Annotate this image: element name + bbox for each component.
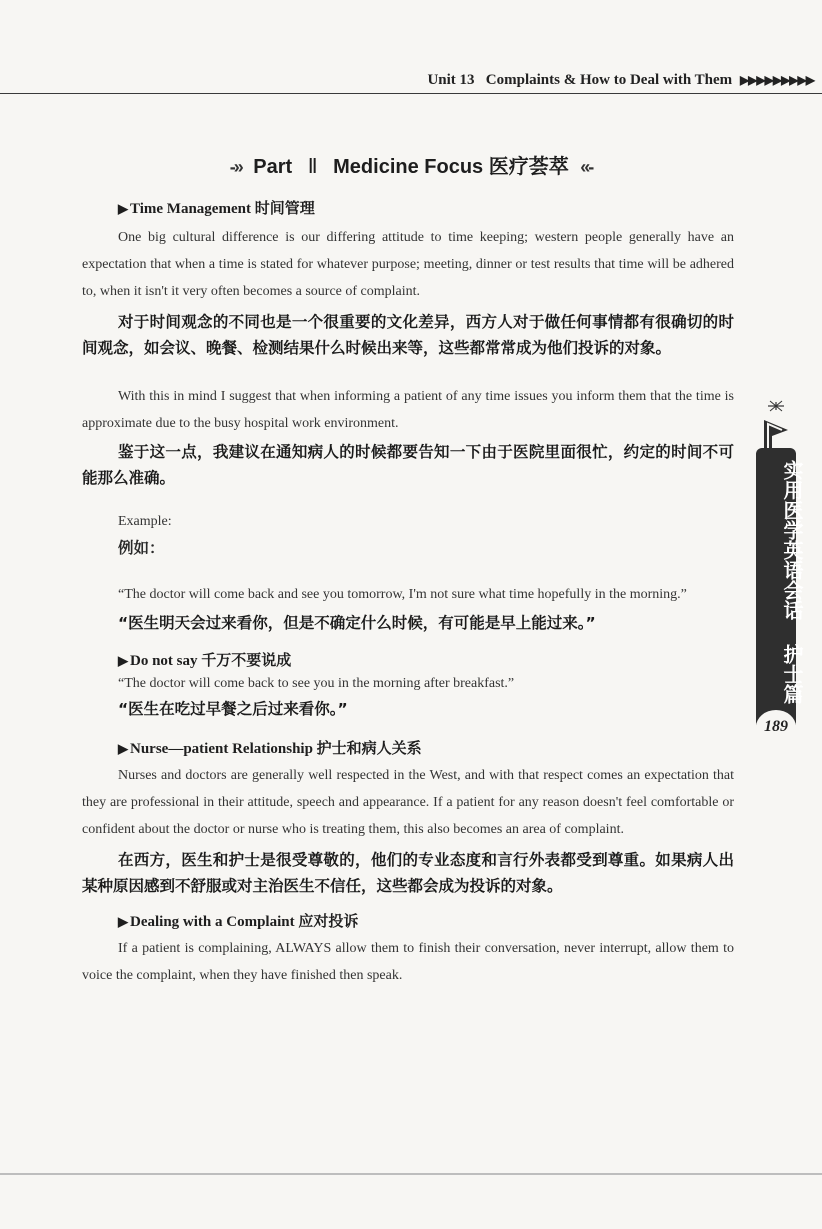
part-numeral: Ⅱ [307,156,318,178]
page-content [82,198,734,989]
triangle-bullet-icon: ▶ [118,741,128,756]
section-heading-time: ▶ Time Management 时间管理 [118,201,315,217]
side-tab-body [756,448,804,736]
running-header [0,70,822,94]
quote-en: “The doctor will come back and see you tomorrow, I'm not sure what time hopefully in the morning.” [118,587,687,602]
quote-cn: “医生在吃过早餐之后过来看你。” [118,700,348,718]
section-heading-relationship: ▶ Nurse—patient Relationship 护士和病人关系 [118,741,422,757]
paragraph-en: Nurses and doctors are generally well respected in the West, and with that respect comes an expectation that they are professional in their attitude, speech and appearance. If a patient for any reason doesn't feel comfortable or confident about the doctor or nurse who is treating them, this also becomes an area of complaint. [82,768,734,837]
quote-cn: “医生明天会过来看你，但是不确定什么时候，有可能是早上能过来。” [118,614,596,632]
paragraph-cn: 对于时间观念的不同也是一个很重要的文化差异，西方人对于做任何事情都有很确切的时间观念，如会议、晚餐、检测结果什么时候出来等，这些都常常成为他们投诉的对象。 [82,313,734,357]
paragraph-cn: 在西方，医生和护士是很受尊敬的，他们的专业态度和言行外表都受到尊重。如果病人出某种原因感到不舒服或对主治医生不信任，这些都会成为投诉的对象。 [82,851,734,895]
section-heading-donot: ▶ Do not say 千万不要说成 [118,653,292,669]
flag-icon [758,400,794,452]
part-label: Part [253,156,293,178]
section-heading-complaint: ▶ Dealing with a Complaint 应对投诉 [118,914,359,930]
left-ornament-icon: -›› [229,157,242,177]
part-title [0,150,822,179]
example-label-cn: 例如： [118,539,165,557]
triangle-bullet-icon: ▶ [118,653,128,668]
header-text [427,72,814,89]
triangle-bullet-icon: ▶ [118,201,128,216]
example-label-en: Example: [118,514,172,529]
footer-rule [0,1173,822,1175]
paragraph-en: If a patient is complaining, ALWAYS allow them to finish their conversation, never interrupt, allow them to voice the complaint, when they have finished then speak. [82,941,734,983]
header-title: Complaints & How to Deal with Them [485,72,733,88]
paragraph-cn: 鉴于这一点，我建议在通知病人的时候都要告知一下由于医院里面很忙，约定的时间不可能那么准确。 [82,443,734,487]
side-tab [752,400,804,760]
book-subtitle: 护士篇 [780,643,804,704]
book-title: 实用医学英语会话 [780,460,804,620]
right-ornament-icon: ‹‹- [580,157,593,177]
paragraph-en: With this in mind I suggest that when informing a patient of any time issues you inform them that the time is approximate due to the busy hospital work environment. [82,389,734,431]
page-number: 189 [756,710,796,744]
part-heading: Medicine Focus 医疗荟萃 [333,156,569,178]
triangle-bullet-icon: ▶ [118,914,128,929]
paragraph-en: One big cultural difference is our differing attitude to time keeping; western people generally have an expectation that when a time is stated for whatever purpose; meeting, dinner or test results that time will be adhered to, when it isn't it very often becomes a source of complaint. [82,230,734,299]
header-arrows: ▶▶▶▶▶▶▶▶▶ [739,73,814,87]
quote-en: “The doctor will come back to see you in the morning after breakfast.” [118,676,515,691]
header-unit: Unit 13 [427,72,475,88]
side-tab-text [764,460,804,704]
